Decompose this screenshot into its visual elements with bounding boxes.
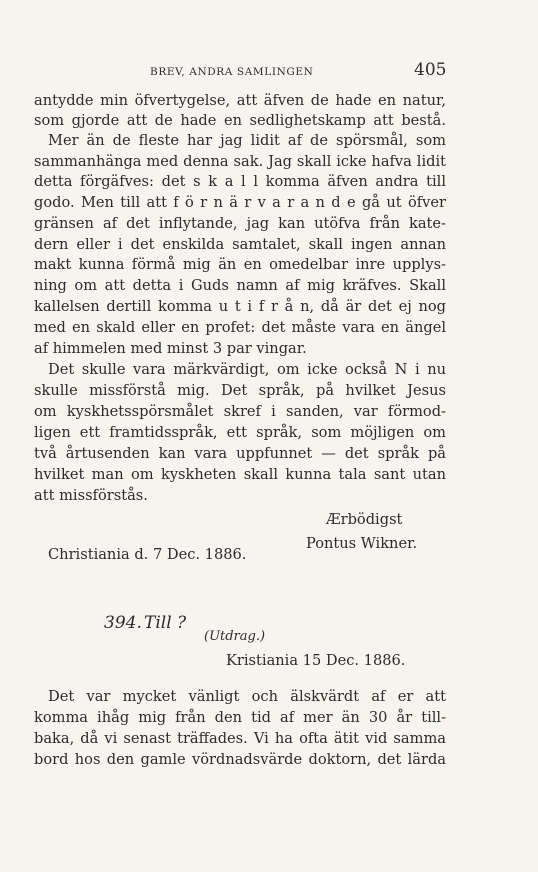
body-line-14: Det skulle vara märkvärdigt, om icke också N i nu (48, 361, 446, 378)
letter-dateline: Kristiania 15 Dec. 1886. (226, 652, 406, 669)
letter-line-1: Det var mycket vänligt och älskvärdt af er att (48, 688, 446, 705)
body-line-8: dern eller i det enskilda samtalet, skall ingen annan (34, 236, 446, 253)
letter-line-2: komma ihåg mig från den tid af mer än 30 år till- (34, 709, 446, 726)
body-line-17: ligen ett framtidsspråk, ett språk, som möjligen om (34, 424, 446, 441)
body-line-20: att missförstås. (34, 487, 148, 504)
body-line-6: godo. Men till att f ö r n ä r v a r a n d e gå ut öfver (34, 194, 446, 211)
body-line-12: med en skald eller en profet: det måste vara en ängel (34, 319, 446, 336)
signature: Pontus Wikner. (306, 535, 418, 552)
letter-line-4: bord hos den gamle vördnadsvärde doktorn, det lärda (34, 751, 446, 768)
closing: Ærbödigst (326, 511, 403, 528)
body-line-1: antydde min öfvertygelse, att äfven de hade en natur, (34, 92, 446, 109)
body-line-2: som gjorde att de hade en sedlighetskamp att bestå. (34, 112, 446, 129)
body-line-11: kallelsen dertill komma u t i f r å n, då är det ej nog (34, 298, 446, 315)
body-line-5: detta förgäfves: det s k a l l komma äfven andra till (34, 173, 446, 190)
page-number: 405 (414, 60, 447, 80)
body-line-18: två årtusenden kan vara uppfunnet — det språk på (34, 445, 446, 462)
body-line-7: gränsen af det inflytande, jag kan utöfva från kate- (34, 215, 446, 232)
body-line-16: om kyskhetsspörsmålet skref i sanden, var förmod- (34, 403, 446, 420)
body-line-15: skulle missförstå mig. Det språk, på hvilket Jesus (34, 382, 446, 399)
letter-title: Till ? (144, 613, 187, 633)
body-line-4: sammanhänga med denna sak. Jag skall icke hafva lidit (34, 153, 446, 170)
letter-line-3: baka, då vi senast träffades. Vi ha ofta ätit vid samma (34, 730, 446, 747)
body-line-13: af himmelen med minst 3 par vingar. (34, 340, 307, 357)
place-date: Christiania d. 7 Dec. 1886. (48, 546, 247, 563)
body-line-3: Mer än de fleste har jag lidit af de spörsmål, som (48, 132, 446, 149)
body-line-9: makt kunna förmå mig än en omedelbar inre upplys- (34, 256, 446, 273)
letter-subtitle: (Utdrag.) (204, 629, 266, 644)
running-head: BREV, ANDRA SAMLINGEN (150, 66, 314, 78)
body-line-19: hvilket man om kyskheten skall kunna tala sant utan (34, 466, 446, 483)
letter-number: 394. (104, 613, 142, 633)
body-line-10: ning om att detta i Guds namn af mig kräfves. Skall (34, 277, 446, 294)
